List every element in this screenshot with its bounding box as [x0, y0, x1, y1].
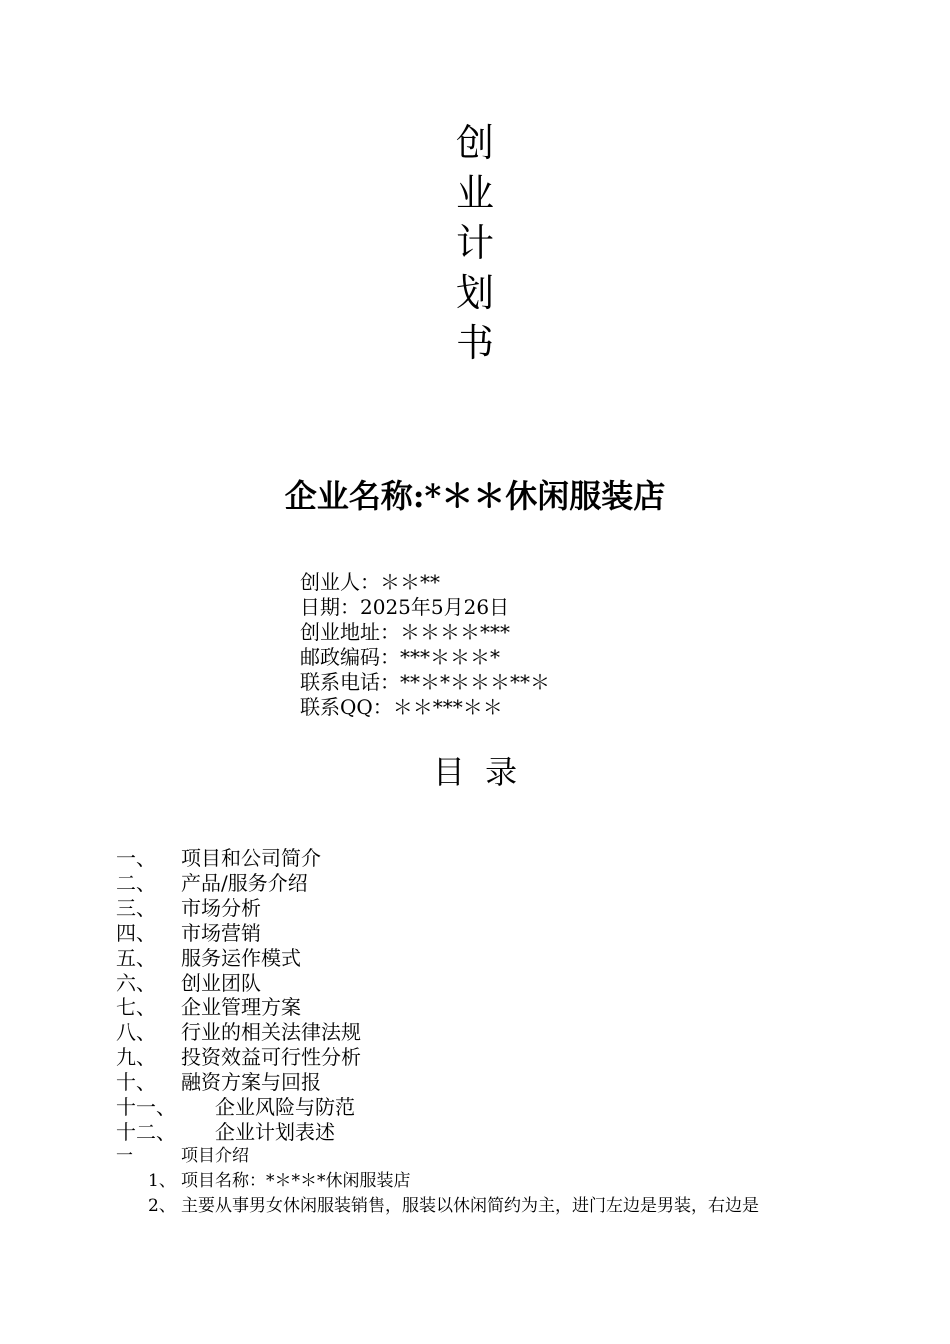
- toc-item-number: 三、: [116, 895, 156, 920]
- toc-item-number: 二、: [116, 870, 156, 895]
- phone-line: 联系电话：**＊*＊＊＊**＊: [300, 670, 550, 694]
- founder-info-block: [300, 570, 550, 720]
- list-item: [116, 1169, 759, 1194]
- section-heading-text: 项目介绍: [181, 1146, 249, 1166]
- title-char: 书: [455, 321, 494, 365]
- toc-item[interactable]: [116, 946, 361, 971]
- toc-item-label: 企业风险与防范: [215, 1095, 355, 1120]
- toc-item-number: 八、: [116, 1020, 156, 1045]
- list-item-number: 2、: [148, 1196, 176, 1216]
- title-char: 划: [455, 271, 494, 315]
- date-line: 日期：2025年5月26日: [300, 595, 510, 619]
- toc-item[interactable]: [116, 896, 361, 921]
- list-item: [116, 1194, 759, 1219]
- list-item-text: 项目名称：*＊*＊*休闲服装店: [181, 1171, 411, 1191]
- qq-line: 联系QQ：＊＊***＊＊: [300, 695, 503, 719]
- toc-item-label: 行业的相关法律法规: [181, 1020, 361, 1045]
- title-char: 计: [455, 221, 494, 265]
- toc-item-number: 七、: [116, 995, 156, 1020]
- vertical-document-title: [0, 118, 950, 368]
- address-line: 创业地址：＊＊＊＊***: [300, 620, 510, 644]
- toc-item-label: 企业管理方案: [181, 995, 301, 1020]
- toc-title: 目 录: [432, 753, 518, 791]
- toc-item-label: 服务运作模式: [181, 945, 301, 970]
- toc-item[interactable]: [116, 1120, 361, 1145]
- toc-item-number: 十、: [116, 1070, 156, 1095]
- toc-item[interactable]: [116, 1070, 361, 1095]
- toc-item-number: 九、: [116, 1045, 156, 1070]
- toc-item[interactable]: [116, 846, 361, 871]
- toc-item-label: 市场分析: [181, 895, 261, 920]
- title-char: 业: [455, 171, 494, 215]
- toc-item[interactable]: [116, 971, 361, 996]
- toc-item-number: 六、: [116, 970, 156, 995]
- toc-item[interactable]: [116, 1095, 361, 1120]
- project-intro-section: [116, 1144, 759, 1219]
- toc-item-number: 四、: [116, 920, 156, 945]
- list-item-number: 1、: [148, 1171, 176, 1191]
- toc-item-number: 十二、: [116, 1119, 176, 1144]
- toc-item-number: 一、: [116, 846, 156, 870]
- postcode-line: 邮政编码：***＊＊＊*: [300, 645, 500, 669]
- founder-line: 创业人：＊＊**: [300, 570, 440, 594]
- toc-item[interactable]: [116, 995, 361, 1020]
- section-number: 一: [116, 1146, 133, 1166]
- toc-item-label: 融资方案与回报: [181, 1070, 321, 1095]
- toc-item[interactable]: [116, 921, 361, 946]
- toc-item[interactable]: [116, 871, 361, 896]
- toc-item-label: 产品/服务介绍: [181, 870, 308, 895]
- toc-item-label: 项目和公司简介: [181, 846, 321, 870]
- toc-item-number: 五、: [116, 945, 156, 970]
- toc-item-number: 十一、: [116, 1095, 176, 1120]
- toc-item-label: 企业计划表述: [215, 1119, 335, 1144]
- title-char: 创: [455, 121, 494, 165]
- section-heading: [116, 1144, 759, 1169]
- toc-item-label: 市场营销: [181, 920, 261, 945]
- toc-item[interactable]: [116, 1020, 361, 1045]
- list-item-text: 主要从事男女休闲服装销售，服装以休闲简约为主，进门左边是男装，右边是: [181, 1196, 759, 1216]
- table-of-contents: [116, 846, 361, 1145]
- toc-item-label: 投资效益可行性分析: [181, 1045, 361, 1070]
- toc-item-label: 创业团队: [181, 970, 261, 995]
- company-name: 企业名称:*＊＊休闲服装店: [284, 477, 666, 515]
- toc-item[interactable]: [116, 1045, 361, 1070]
